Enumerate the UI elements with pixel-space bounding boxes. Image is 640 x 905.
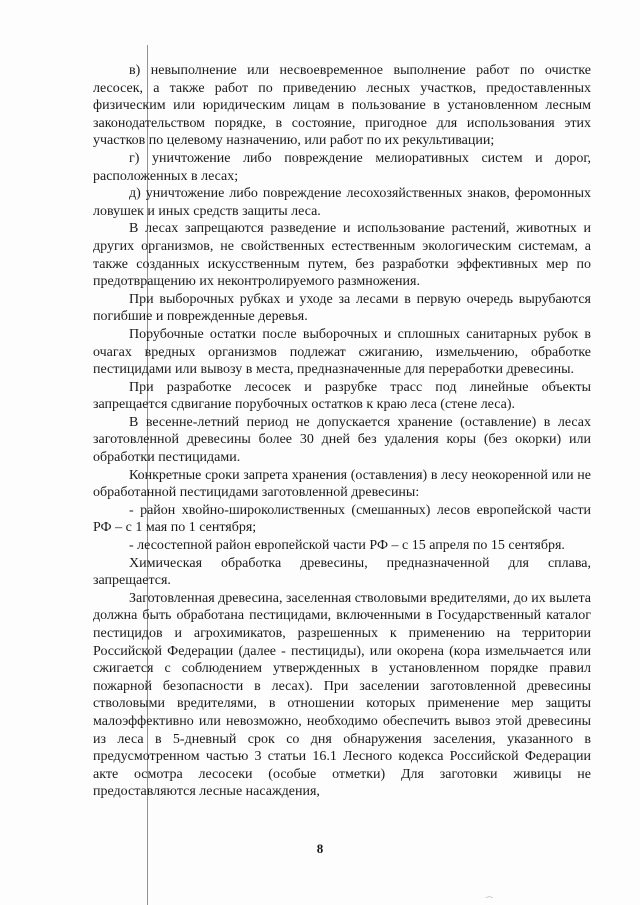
paragraph-logging-residues: Порубочные остатки после выборочных и сплошных санитарных рубок в очагах вредных организмов подлежат сжиганию, измельчению, обработке пестицидами или вывозу в места, предназначенные для переработки древесины.: [93, 326, 591, 378]
list-item-forest-steppe: - лесостепной район европейской части РФ – с 15 апреля по 15 сентября.: [129, 538, 565, 554]
paragraph-storage-terms: Конкретные сроки запрета хранения (оставления) в лесу неокоренной или не обработанной пестицидами заготовленной древесины:: [93, 467, 591, 501]
page-number: 8: [316, 841, 324, 856]
paragraph-spring-summer: В весенне-летний период не допускается хранение (оставление) в лесах заготовленной древесины более 30 дней без удаления коры (без окорки) или обработки пестицидами.: [93, 414, 591, 466]
paragraph-chemical-treatment: Химическая обработка древесины, предназначенной для сплава, запрещается.: [93, 555, 591, 589]
paragraph-infested-wood: Заготовленная древесина, заселенная стволовыми вредителями, до их вылета должна быть обработана пестицидами, включенными в Государственный каталог пестицидов и агрохимикатов, разрешенных к применению на территории Российской Федерации (далее - пестициды), или окорена (кора измельчается или сжигается с соблюдением утвержденных в установленном порядке правил пожарной безопасности в лесах). При заселении заготовленной древесины стволовыми вредителями, в отношении которых применение мер защиты малоэффективно или невозможно, необходимо обеспечить вывоз этой древесины из леса в 5-дневный срок со дня обнаружения заселения, указанного в предусмотренном частью 3 статьи 16.1 Лесного кодекса Российской Федерации акте осмотра лесосеки (особые отметки) Для заготовки живицы не предоставляются лесные насаждения,: [93, 590, 591, 800]
body-text: [93, 62, 591, 801]
scan-smudge: ⁔: [486, 889, 493, 898]
list-item-mixed-forests: - район хвойно-широколиственных (смешанных) лесов европейской части РФ – с 1 мая по 1 сентября;: [93, 502, 591, 536]
paragraph-selective-cuttings: При выборочных рубках и уходе за лесами в первую очередь вырубаются погибшие и поврежденные деревья.: [93, 291, 591, 325]
paragraph-item-v: в) невыполнение или несвоевременное выполнение работ по очистке лесосек, а также работ по приведению лесных участков, предоставленных физическим или юридическим лицам в пользование в установленном лесным законодательством порядке, в состояние, пригодное для использования этих участков по целевому назначению, или работ по их рекультивации;: [93, 63, 591, 149]
paragraph-organisms: В лесах запрещаются разведение и использование растений, животных и других организмов, не свойственных естественным экологическим системам, а также созданных искусственным путем, без разработки эффективных мер по предотвращению их неконтролируемого размножения.: [93, 221, 591, 290]
paragraph-item-d: д) уничтожение либо повреждение лесохозяйственных знаков, феромонных ловушек и иных средств защиты леса.: [93, 186, 591, 219]
paragraph-item-g: г) уничтожение либо повреждение мелиоративных систем и дорог, расположенных в лесах;: [93, 150, 591, 184]
paragraph-linear-objects: При разработке лесосек и разрубке трасс под линейные объекты запрещается сдвигание порубочных остатков к краю леса (стене леса).: [93, 379, 591, 413]
